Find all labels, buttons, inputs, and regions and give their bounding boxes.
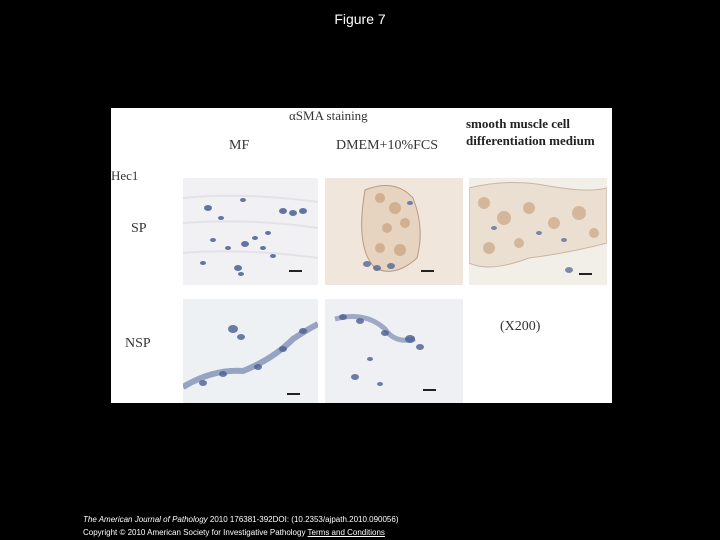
column-label-dmem: DMEM+10%FCS (336, 138, 439, 153)
column-label-smc-line1: smooth muscle cell (466, 116, 570, 131)
row-label-hec1: Hec1 (111, 168, 139, 183)
footer-line1 (83, 513, 399, 526)
footer-citation (83, 513, 399, 539)
terms-link[interactable]: Terms and Conditions (307, 528, 385, 537)
micrograph-nsp-mf (183, 299, 318, 403)
figure-title: αSMA staining (289, 108, 368, 123)
magnification-label: (X200) (500, 319, 541, 334)
copyright-text: Copyright © 2010 American Society for Investigative Pathology (83, 528, 306, 537)
slide-title: Figure 7 (334, 11, 386, 27)
column-label-smc (466, 115, 595, 149)
footer-line2 (83, 526, 399, 539)
micrograph-sp-dmem (325, 178, 463, 285)
micrograph-sp-smc (469, 178, 607, 285)
column-label-mf: MF (229, 138, 250, 153)
micrograph-sp-mf (183, 178, 318, 285)
column-label-smc-line2: differentiation medium (466, 133, 595, 148)
row-label-sp: SP (131, 221, 147, 236)
micrograph-nsp-dmem (325, 299, 463, 403)
citation-text: 2010 176381-392DOI: (10.2353/ajpath.2010.090056) (207, 515, 399, 524)
journal-name: The American Journal of Pathology (83, 515, 208, 524)
row-label-nsp: NSP (125, 336, 151, 351)
figure-panel (111, 108, 612, 403)
